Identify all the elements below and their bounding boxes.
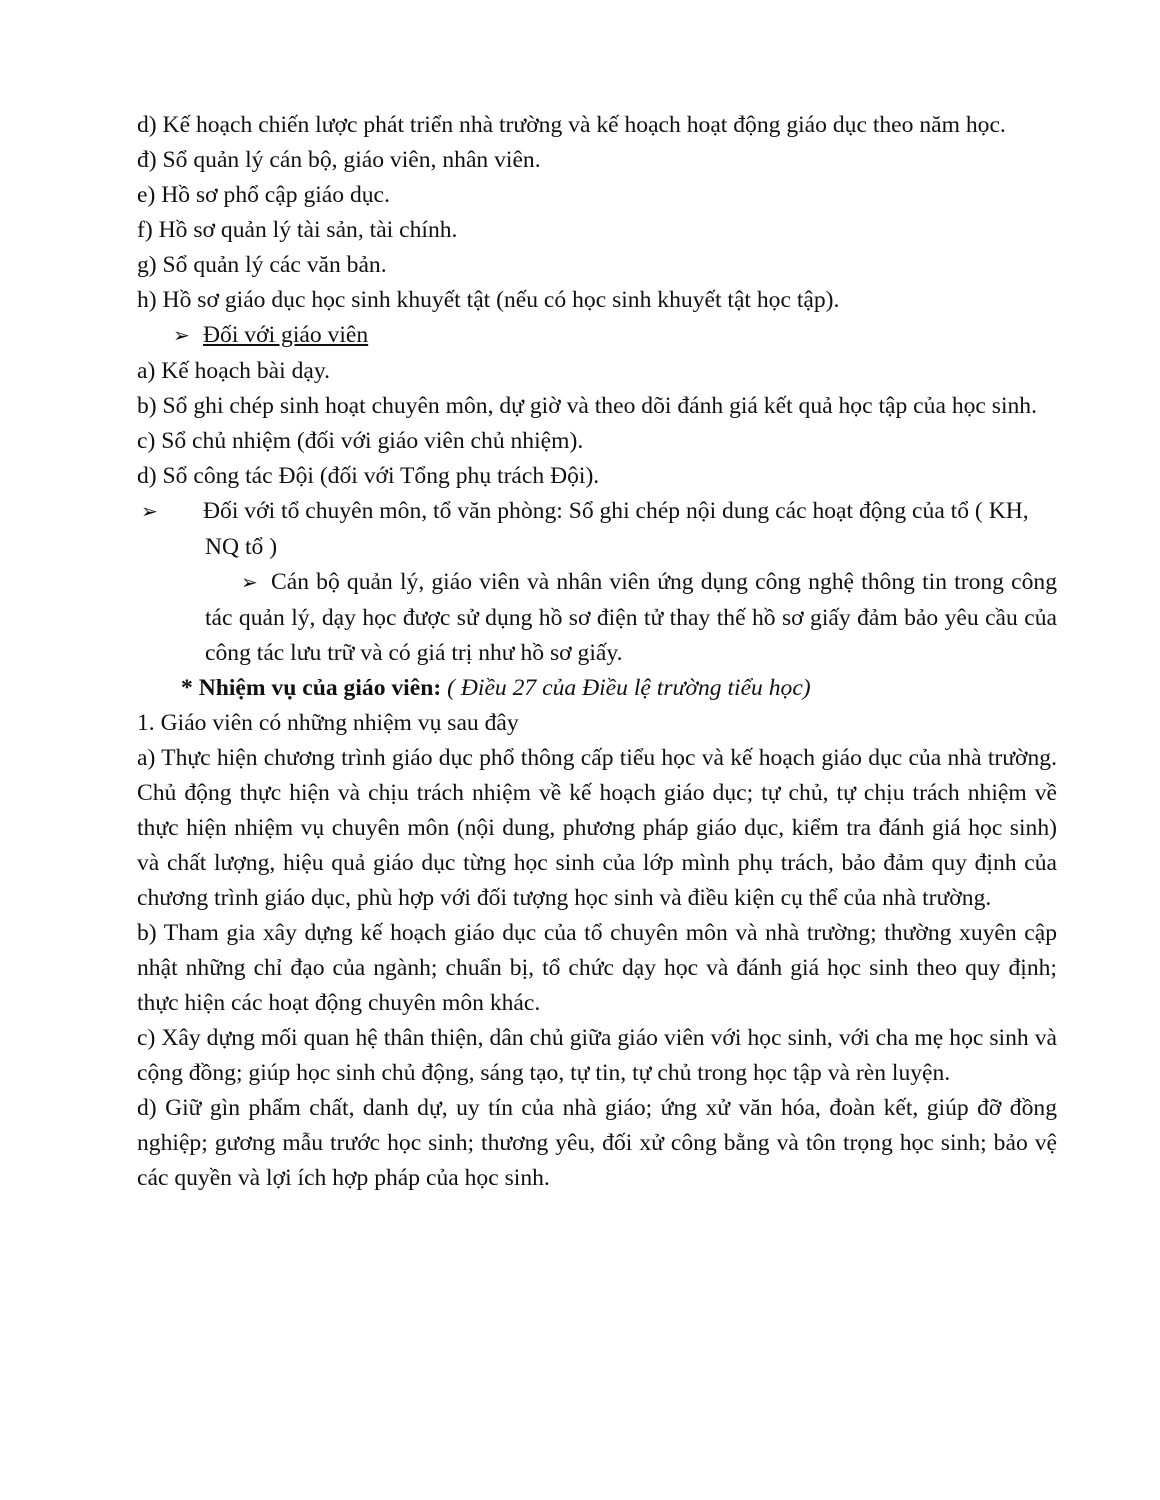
school-record-dd: đ) Sổ quản lý cán bộ, giáo viên, nhân viên. [137, 147, 541, 173]
school-record-f: f) Hồ sơ quản lý tài sản, tài chính. [137, 217, 458, 243]
teacher-record-c: c) Sổ chủ nhiệm (đối với giáo viên chủ nhiệm). [137, 428, 584, 454]
teacher-record-a: a) Kế hoạch bài dạy. [137, 358, 331, 384]
duties-heading-row [137, 671, 1057, 706]
school-record-e: e) Hồ sơ phổ cập giáo dục. [137, 182, 390, 208]
duty-b: b) Tham gia xây dựng kế hoạch giáo dục của tổ chuyên môn và nhà trường; thường xuyên cập nhật những chỉ đạo của ngành; chuẩn bị, tổ chức dạy học và đánh giá học sinh theo quy định; thực hiện các hoạt động chuyên môn khác. [137, 920, 1057, 1016]
digital-records-indent [205, 569, 241, 595]
duty-a: a) Thực hiện chương trình giáo dục phổ thông cấp tiểu học và kế hoạch giáo dục của nhà trường. Chủ động thực hiện và chịu trách nhiệm về kế hoạch giáo dục; tự chủ, tự chịu trách nhiệm về thực hiện nhiệm vụ chuyên môn (nội dung, phương pháp giáo dục, kiểm tra đánh giá học sinh) và chất lượng, hiệu quả giáo dục từng học sinh của lớp mình phụ trách, bảo đảm quy định của chương trình giáo dục, phù hợp với đối tượng học sinh và điều kiện cụ thể của nhà trường. [137, 745, 1057, 911]
group-records-text-wrap [141, 494, 1057, 565]
teacher-records-heading: Đối với giáo viên [203, 322, 369, 348]
teacher-records-heading-row [137, 318, 1057, 354]
duty-d: d) Giữ gìn phẩm chất, danh dự, uy tín của nhà giáo; ứng xử văn hóa, đoàn kết, giúp đỡ đồng nghiệp; gương mẫu trước học sinh; thương yêu, đối xử công bằng và tôn trọng học sinh; bảo vệ các quyền và lợi ích hợp pháp của học sinh. [137, 1095, 1057, 1191]
group-records-row [137, 494, 1057, 565]
school-record-h: h) Hồ sơ giáo dục học sinh khuyết tật (nếu có học sinh khuyết tật học tập). [137, 287, 840, 313]
duties-intro: 1. Giáo viên có những nhiệm vụ sau đây [137, 710, 519, 736]
duty-c: c) Xây dựng mối quan hệ thân thiện, dân chủ giữa giáo viên với học sinh, với cha mẹ học sinh và cộng đồng; giúp học sinh chủ động, sáng tạo, tự tin, tự chủ trong học tập và rèn luyện. [137, 1025, 1057, 1086]
digital-records-text: Cán bộ quản lý, giáo viên và nhân viên ứng dụng công nghệ thông tin trong công tác quản lý, dạy học được sử dụng hồ sơ điện tử thay thế hồ sơ giấy đảm bảo yêu cầu của công tác lưu trữ và có giá trị như hồ sơ giấy. [205, 569, 1057, 666]
group-records-text: Đối với tổ chuyên môn, tổ văn phòng: Sổ ghi chép nội dung các hoạt động của tổ ( KH, NQ tổ ) [203, 498, 1029, 560]
document-page [137, 108, 1057, 1196]
school-record-g: g) Sổ quản lý các văn bản. [137, 252, 387, 278]
arrow-bullet-icon: ➢ [241, 572, 258, 594]
teacher-record-b: b) Sổ ghi chép sinh hoạt chuyên môn, dự giờ và theo dõi đánh giá kết quả học tập của học sinh. [137, 393, 1038, 419]
arrow-bullet-icon: ➢ [141, 501, 158, 523]
school-record-d: d) Kế hoạch chiến lược phát triển nhà trường và kế hoạch hoạt động giáo dục theo năm học. [137, 112, 1006, 138]
duties-title: * Nhiệm vụ của giáo viên: [181, 675, 442, 701]
duties-reference: ( Điều 27 của Điều lệ trường tiểu học) [447, 675, 811, 701]
arrow-bullet-icon: ➢ [173, 325, 190, 347]
digital-records-row [137, 565, 1057, 671]
teacher-record-d: d) Sổ công tác Đội (đối với Tổng phụ trách Đội). [137, 463, 600, 489]
